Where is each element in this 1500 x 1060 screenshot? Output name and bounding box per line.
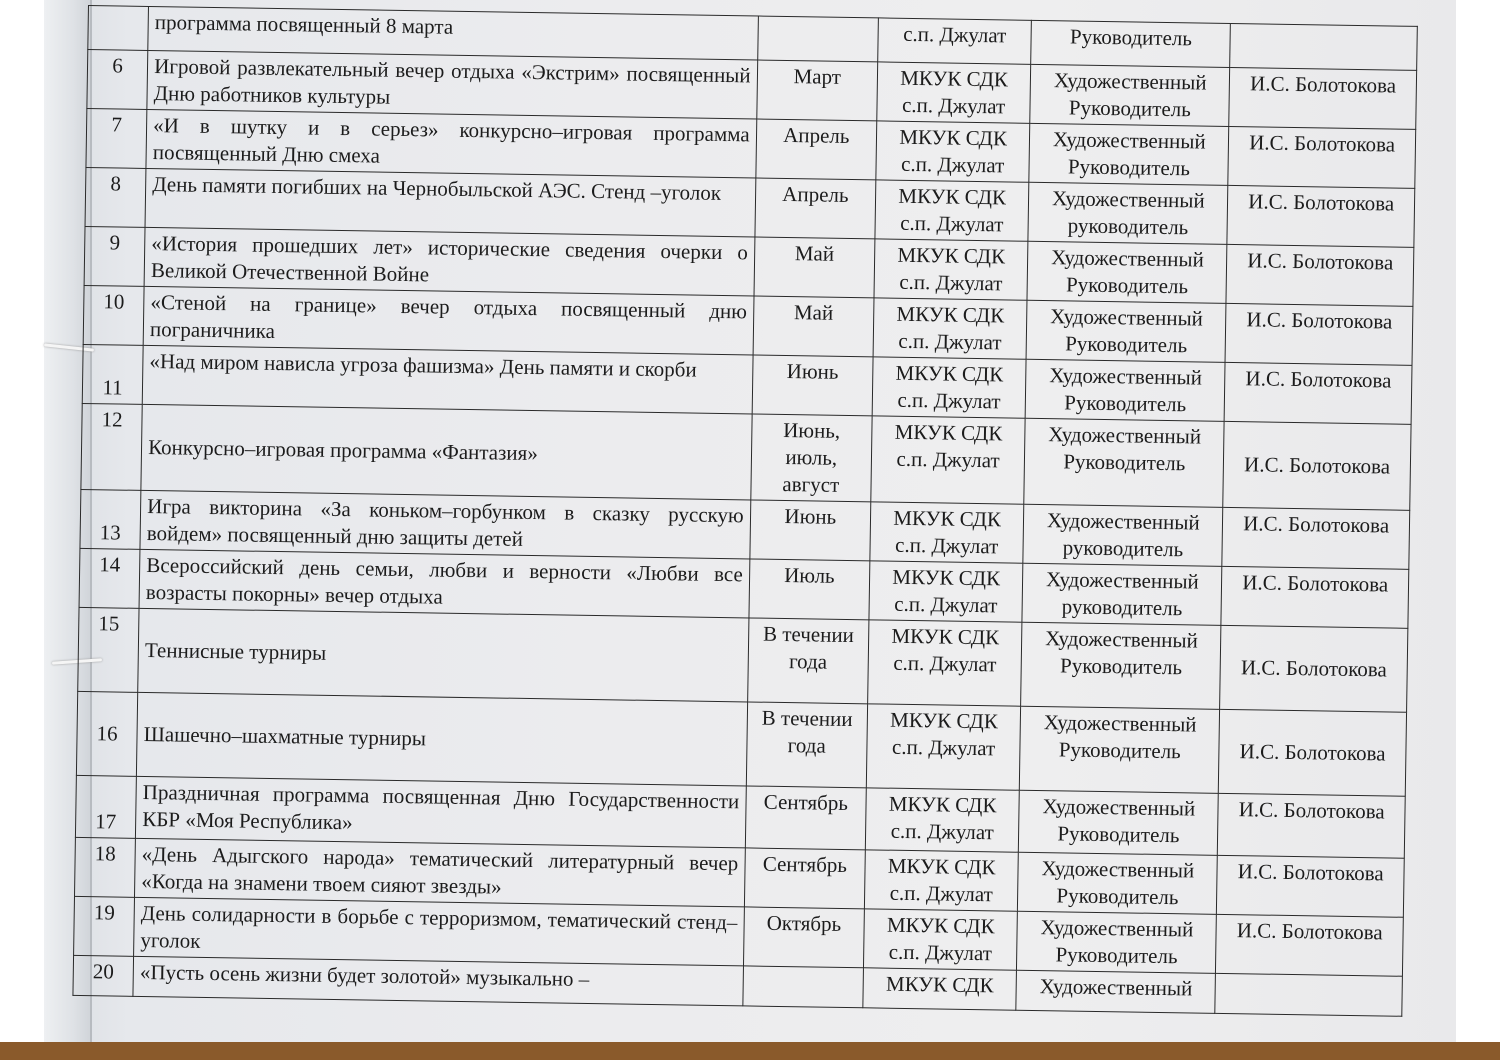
responsible-person: И.С. Болотокова [1229,67,1417,129]
row-number: 19 [74,896,135,956]
responsible-person: И.С. Болотокова [1222,507,1410,569]
responsible-role: Художественный Руководитель [1019,790,1219,855]
responsible-role: Руководитель [1031,20,1231,67]
background-right [1455,0,1500,1060]
event-place: МКУК СДК с.п. Джулат [876,121,1030,182]
responsible-role: Художественный руководитель [1022,563,1222,625]
event-place: МКУК СДК с.п. Джулат [872,357,1026,418]
responsible-person: И.С. Болотокова [1221,566,1409,628]
responsible-person: И.С. Болотокова [1220,625,1408,712]
event-date: Май [753,296,874,357]
row-number: 20 [73,955,134,996]
responsible-person: И.С. Болотокова [1223,421,1411,510]
event-date: Июль [749,559,870,620]
row-number: 13 [80,489,141,549]
event-place: МКУК СДК с.п. Джулат [873,298,1027,359]
event-title: «День Адыгского народа» тематический литературный вечер «Когда на знамени твоем сияют звезды» [135,838,745,907]
responsible-role: Художественный руководитель [1028,182,1228,244]
row-number: 10 [83,285,144,345]
event-title: «Стеной на границе» вечер отдыха посвященный дню пограничника [143,286,753,355]
events-table [72,5,1417,1017]
event-place: МКУК СДК с.п. Джулат [871,416,1026,504]
event-title: Всероссийский день семьи, любви и верности «Любви все возрасты покорны» вечер отдыха [139,549,749,618]
event-date: Апрель [755,178,876,239]
row-number: 9 [84,226,145,286]
row-number: 12 [81,403,142,490]
event-date [743,966,864,1008]
row-number: 16 [76,691,137,776]
responsible-role: Художественный Руководитель [1020,706,1220,793]
responsible-person: И.С. Болотокова [1225,303,1413,365]
event-date: Июнь [752,355,873,416]
event-date: Март [756,60,877,121]
event-place: МКУК СДК с.п. Джулат [877,62,1031,123]
responsible-role: Художественный [1016,970,1216,1013]
events-table-wrapper [72,5,1427,1022]
event-date: Июнь [750,500,871,561]
responsible-person: И.С. Болотокова [1219,709,1407,796]
row-number: 15 [78,607,139,692]
event-date: Сентябрь [745,786,866,850]
event-title: «И в шутку и в серьез» конкурсно–игровая программа посвященный Дню смеха [146,109,756,178]
responsible-role: Художественный Руководитель [1030,64,1230,126]
event-title: Игра викторина «За коньком–горбунком в сказку русскую войдем» посвященный дню защиты детей [140,490,750,559]
event-title: Праздничная программа посвященная Дню Государственности КБР «Моя Республика» [136,776,746,848]
event-title: программа посвященный 8 марта [148,6,758,60]
event-place: МКУК СДК с.п. Джулат [863,909,1017,970]
responsible-role: Художественный руководитель [1023,504,1223,566]
responsible-role: Художественный Руководитель [1024,418,1224,507]
event-place: МКУК СДК с.п. Джулат [865,788,1019,852]
event-date: Сентябрь [744,848,865,909]
event-place: МКУК СДК с.п. Джулат [874,239,1028,300]
responsible-role: Художественный Руководитель [1018,852,1218,914]
event-place: МКУК СДК [863,968,1017,1010]
responsible-person: И.С. Болотокова [1218,793,1406,858]
responsible-person: И.С. Болотокова [1228,126,1416,188]
row-number: 17 [75,775,136,838]
event-place: МКУК СДК с.п. Джулат [875,180,1029,241]
event-title: «Над миром нависла угроза фашизма» День памяти и скорби [142,345,752,414]
table-surface [0,1042,1500,1060]
row-number [88,6,149,51]
responsible-person: И.С. Болотокова [1216,914,1404,976]
row-number: 7 [86,108,147,168]
event-title: Теннисные турниры [138,608,749,702]
row-number: 8 [85,167,146,227]
event-date [757,16,878,62]
responsible-role: Художественный Руководитель [1021,622,1221,709]
row-number: 11 [82,344,143,404]
responsible-person: И.С. Болотокова [1226,244,1414,306]
row-number: 14 [79,548,140,608]
row-number: 18 [74,837,135,897]
event-date: Май [754,237,875,298]
event-place: МКУК СДК с.п. Джулат [870,502,1024,563]
event-title: «Пусть осень жизни будет золотой» музыкально – [133,956,743,1006]
event-place: МКУК СДК с.п. Джулат [869,561,1023,622]
responsible-person: И.С. Болотокова [1227,185,1415,247]
responsible-person: И.С. Болотокова [1224,362,1412,424]
responsible-role: Художественный Руководитель [1025,359,1225,421]
event-date: В течении года [747,618,869,704]
event-title: День памяти погибших на Чернобыльской АЭС. Стенд –уголок [145,168,755,237]
event-title: Конкурсно–игровая программа «Фантазия» [141,404,752,500]
event-title: Шашечно–шахматные турниры [137,692,748,786]
responsible-person: И.С. Болотокова [1217,855,1405,917]
background-left [0,0,44,1060]
responsible-person [1230,23,1417,70]
event-date: В течении года [746,702,868,788]
event-date: Апрель [756,119,877,180]
row-number: 6 [87,50,148,110]
responsible-role: Художественный Руководитель [1026,300,1226,362]
responsible-person [1215,973,1402,1016]
event-date: Июнь, июль, август [750,414,872,502]
event-place: МКУК СДК с.п. Джулат [864,850,1018,911]
event-title: Игровой развлекательный вечер отдыха «Экстрим» посвященный Дню работников культуры [147,50,757,119]
event-title: День солидарности в борьбе с терроризмом, тематический стенд–уголок [134,897,744,966]
responsible-role: Художественный Руководитель [1017,911,1217,973]
event-date: Октябрь [743,907,864,968]
responsible-role: Художественный Руководитель [1029,123,1229,185]
responsible-role: Художественный Руководитель [1027,241,1227,303]
event-place: с.п. Джулат [878,18,1032,64]
event-title: «История прошедших лет» исторические сведения очерки о Великой Отечественной Войне [144,227,754,296]
event-place: МКУК СДК с.п. Джулат [866,704,1021,790]
event-place: МКУК СДК с.п. Джулат [868,620,1023,706]
